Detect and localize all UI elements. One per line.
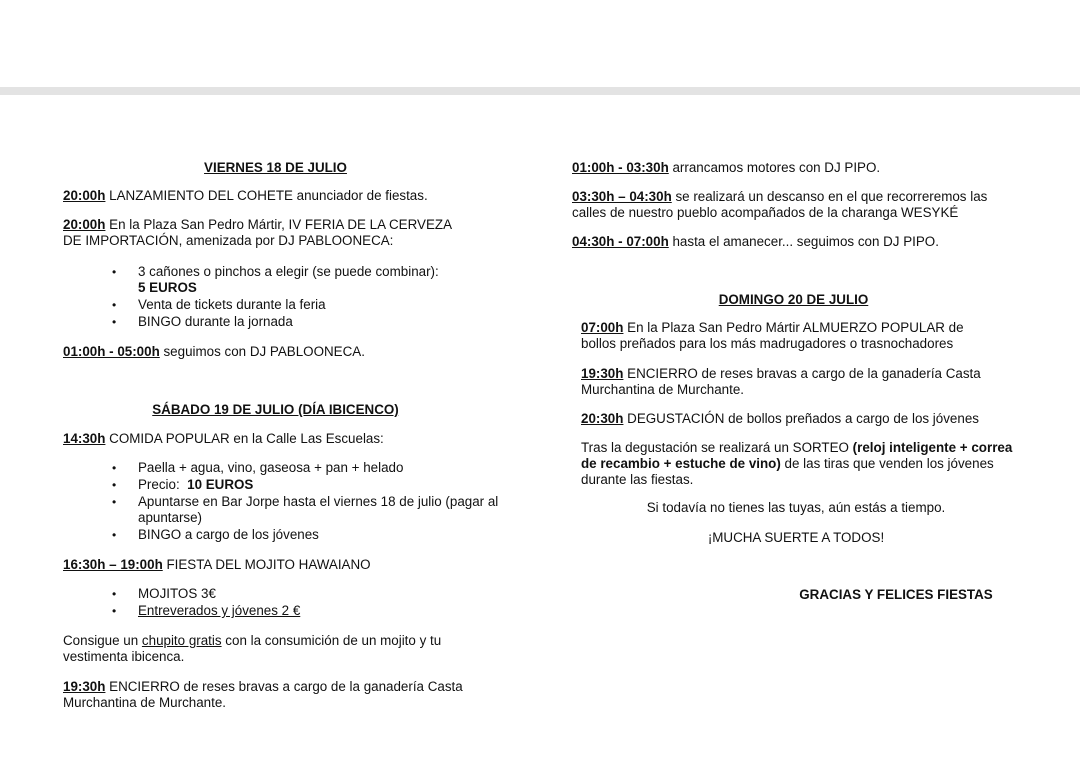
event-time: 19:30h [63,679,106,694]
event-time: 01:00h - 03:30h [572,160,669,175]
event-text: se realizará un descanso en el que recorreremos las calles de nuestro pueblo acompañados de la charanga WESYKÉ [572,189,988,220]
friday-event-3 [63,344,513,360]
price-text: 10 EUROS [187,477,254,492]
list-item: • BINGO durante la jornada [112,314,293,329]
saturday-event-1 [63,431,513,447]
event-text: DEGUSTACIÓN de bollos preñados a cargo de los jóvenes [623,411,979,426]
night-event-2 [572,189,1012,221]
event-time: 03:30h – 04:30h [572,189,672,204]
event-time: 01:00h - 05:00h [63,344,160,359]
sunday-event-3 [581,411,1031,427]
event-text: ENCIERRO de reses bravas a cargo de la ganadería Casta Murchantina de Murchante. [63,679,463,710]
sunday-raffle: Tras la degustación se realizará un SORTEO (reloj inteligente + correa de recambio + estuche de vino) de las tiras que venden los jóvenes durante las fiestas. [581,440,1013,487]
list-item: • MOJITOS 3€ [112,586,216,601]
top-blank-area [0,0,1080,86]
event-time: 14:30h [63,431,106,446]
saturday-heading: SÁBADO 19 DE JULIO (DÍA IBICENCO) [152,402,399,417]
event-time: 07:00h [581,320,624,335]
still-time-note: Si todavía no tienes las tuyas, aún estás a tiempo. [646,500,946,515]
list-item: • Paella + agua, vino, gaseosa + pan + helado [112,460,404,475]
saturday-mojito-bullets [112,586,498,619]
saturday-event-2 [63,557,513,573]
event-text: ENCIERRO de reses bravas a cargo de la ganadería Casta Murchantina de Murchante. [581,366,981,397]
top-divider [0,87,1080,95]
list-item: • Venta de tickets durante la feria [112,297,326,312]
friday-event-1 [63,188,513,204]
sunday-event-1 [581,320,1001,352]
event-text: COMIDA POPULAR en la Calle Las Escuelas: [105,431,384,446]
saturday-event-3 [63,679,503,711]
friday-event-2 [63,217,473,249]
night-event-3 [572,234,1022,250]
event-time: 04:30h - 07:00h [572,234,669,249]
list-item: • Apuntarse en Bar Jorpe hasta el viernes 18 de julio (pagar al apuntarse) [112,494,499,525]
sunday-event-2 [581,366,1021,398]
event-text: arrancamos motores con DJ PIPO. [668,160,881,175]
saturday-chupito-note: Consigue un chupito gratis con la consumición de un mojito y tu vestimenta ibicenca. [63,633,442,664]
list-item: • Precio: 10 EUROS [112,477,254,492]
event-text: En la Plaza San Pedro Mártir, IV FERIA DE LA CERVEZA DE IMPORTACIÓN, amenizada por DJ PABLOONECA: [63,217,452,248]
event-time: 20:00h [63,188,106,203]
list-item: • BINGO a cargo de los jóvenes [112,527,319,542]
friday-beer-bullets [112,264,498,330]
event-text: En la Plaza San Pedro Mártir ALMUERZO POPULAR de bollos preñados para los más madrugadores o trasnochadores [581,320,964,351]
event-time: 16:30h – 19:00h [63,557,163,572]
event-time: 20:30h [581,411,624,426]
night-event-1 [572,160,1022,176]
event-text: hasta el amanecer... seguimos con DJ PIPO. [668,234,939,249]
event-text: seguimos con DJ PABLOONECA. [159,344,365,359]
price-text: 5 EUROS [138,280,197,295]
list-item: • Entreverados y jóvenes 2 € [112,603,301,618]
thanks-note: GRACIAS Y FELICES FIESTAS [799,587,993,602]
saturday-food-bullets [112,460,508,543]
event-text: FIESTA DEL MOJITO HAWAIANO [162,557,371,572]
event-time: 20:00h [63,217,106,232]
event-text: LANZAMIENTO DEL COHETE anunciador de fiestas. [105,188,428,203]
list-item: • 3 cañones o pinchos a elegir (se puede combinar): 5 EUROS [112,264,439,295]
good-luck-note: ¡MUCHA SUERTE A TODOS! [707,530,885,545]
event-time: 19:30h [581,366,624,381]
sunday-heading: DOMINGO 20 DE JULIO [718,292,869,307]
friday-heading: VIERNES 18 DE JULIO [204,160,347,175]
